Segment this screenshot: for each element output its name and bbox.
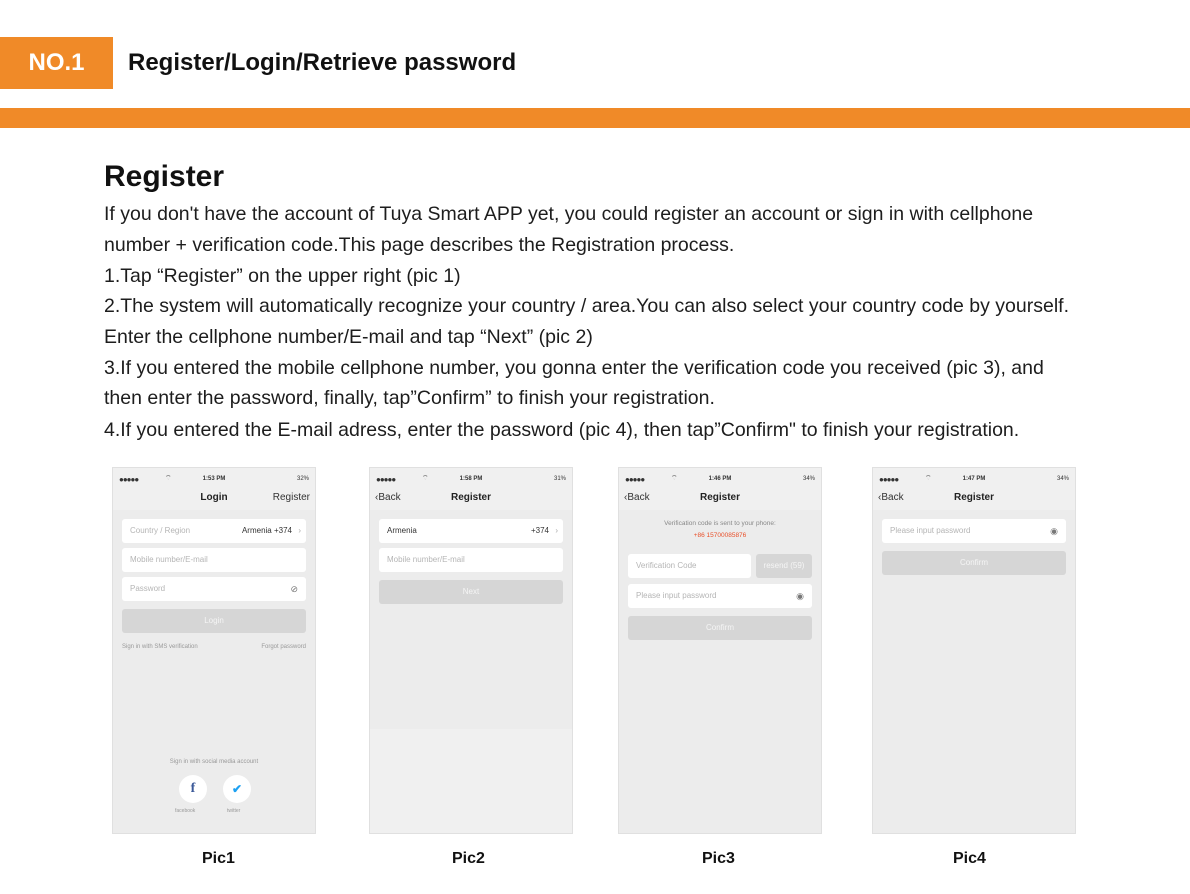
screen-content [619,510,821,833]
register-line-3: 1.Tap “Register” on the upper right (pic 1) [104,265,461,287]
nav-title: Login [200,492,228,503]
country-code: +374 [530,526,549,535]
chevron-left-icon: ‹ [878,492,882,503]
screen-content [113,510,315,833]
wifi-icon: ⌔ [165,475,172,482]
mobile-placeholder: Mobile number/E-mail [130,555,208,564]
country-label: Country / Region [130,526,191,535]
pic1-caption: Pic1 [202,850,235,867]
battery-level: 32% [296,476,309,482]
signal-icon: ●●●●● [376,475,396,484]
wifi-icon: ⌔ [925,475,932,482]
facebook-label: facebook [175,808,196,814]
password-placeholder: Please input password [890,526,971,535]
section-badge: NO.1 [0,37,113,89]
password-input[interactable] [882,519,1066,543]
mobile-email-input[interactable] [379,548,563,572]
register-line-7: then enter the password, finally, tap”Confirm” to finish your registration. [104,387,715,409]
register-line-4: 2.The system will automatically recognize your country / area.You can also select your country code by yourself. [104,295,1069,317]
password-input[interactable] [628,584,812,608]
battery-level: 31% [553,476,566,482]
battery-level: 34% [1056,476,1069,482]
screen-content [873,510,1075,833]
code-placeholder: Verification Code [636,561,697,570]
code-sent-text: Verification code is sent to your phone: [664,520,776,527]
country-value: Armenia +374 [241,526,292,535]
phone-screenshot-login [112,467,316,834]
social-login-label: Sign in with social media account [169,759,259,765]
password-placeholder: Password [130,584,166,593]
status-bar [873,468,1075,488]
password-placeholder: Please input password [636,591,717,600]
phone-screenshot-register [369,467,573,834]
status-time: 1:53 PM [202,476,226,482]
pic2-caption: Pic2 [452,850,485,867]
signal-icon: ●●●●● [879,475,899,484]
wifi-icon: ⌔ [671,475,678,482]
twitter-icon[interactable]: ✔ [223,775,251,803]
register-line-2: number + verification code.This page describes the Registration process. [104,234,735,256]
battery-level: 34% [802,476,815,482]
country-value: Armenia [387,526,417,535]
back-label: Back [378,492,401,503]
eye-off-icon[interactable]: ⊘ [290,584,298,594]
mobile-placeholder: Mobile number/E-mail [387,555,465,564]
status-time: 1:47 PM [962,476,986,482]
country-field[interactable] [379,519,563,543]
pic3-caption: Pic3 [702,850,735,867]
register-line-5: Enter the cellphone number/E-mail and tap “Next” (pic 2) [104,326,593,348]
register-line-6: 3.If you entered the mobile cellphone number, you gonna enter the verification code you received (pic 3), and [104,357,1044,379]
password-input[interactable] [122,577,306,601]
phone-number: +86 15700085876 [693,532,747,539]
facebook-icon[interactable]: f [179,775,207,803]
status-bar [619,468,821,488]
mobile-email-input[interactable] [122,548,306,572]
status-bar [113,468,315,488]
confirm-button[interactable]: Confirm [882,551,1066,575]
eye-icon[interactable]: ◉ [796,591,804,601]
nav-title: Register [450,492,491,503]
signal-icon: ●●●●● [119,475,139,484]
register-heading: Register [104,160,225,193]
confirm-button[interactable]: Confirm [628,616,812,640]
chevron-right-icon: › [555,526,558,535]
status-time: 1:46 PM [708,476,732,482]
phone-screenshot-verification [618,467,822,834]
twitter-label: twitter [227,808,241,814]
chevron-right-icon: › [298,526,301,535]
country-region-field[interactable] [122,519,306,543]
status-time: 1:58 PM [459,476,483,482]
register-line-1: If you don't have the account of Tuya Smart APP yet, you could register an account or sign in with cellphone [104,203,1034,225]
chevron-left-icon: ‹ [375,492,379,503]
chevron-left-icon: ‹ [624,492,628,503]
nav-title: Register [699,492,740,503]
wifi-icon: ⌔ [422,475,429,482]
nav-title: Register [953,492,994,503]
forgot-password-link[interactable]: Forgot password [261,644,306,650]
register-line-8: 4.If you entered the E-mail adress, enter the password (pic 4), then tap”Confirm" to finish your registration. [104,419,1020,441]
status-bar [370,468,572,488]
screen-content [370,510,572,729]
back-label: Back [881,492,904,503]
section-title: Register/Login/Retrieve password [128,49,517,76]
sms-login-link[interactable]: Sign in with SMS verification [122,644,198,650]
phone-screenshot-email-password [872,467,1076,834]
back-label: Back [627,492,650,503]
verification-code-input[interactable] [628,554,751,578]
signal-icon: ●●●●● [625,475,645,484]
header-divider-bar [0,108,1190,128]
resend-button[interactable]: resend (59) [756,554,812,578]
pic4-caption: Pic4 [953,850,986,867]
eye-icon[interactable]: ◉ [1050,526,1058,536]
login-button[interactable]: Login [122,609,306,633]
register-link[interactable]: Register [272,492,310,503]
next-button[interactable]: Next [379,580,563,604]
